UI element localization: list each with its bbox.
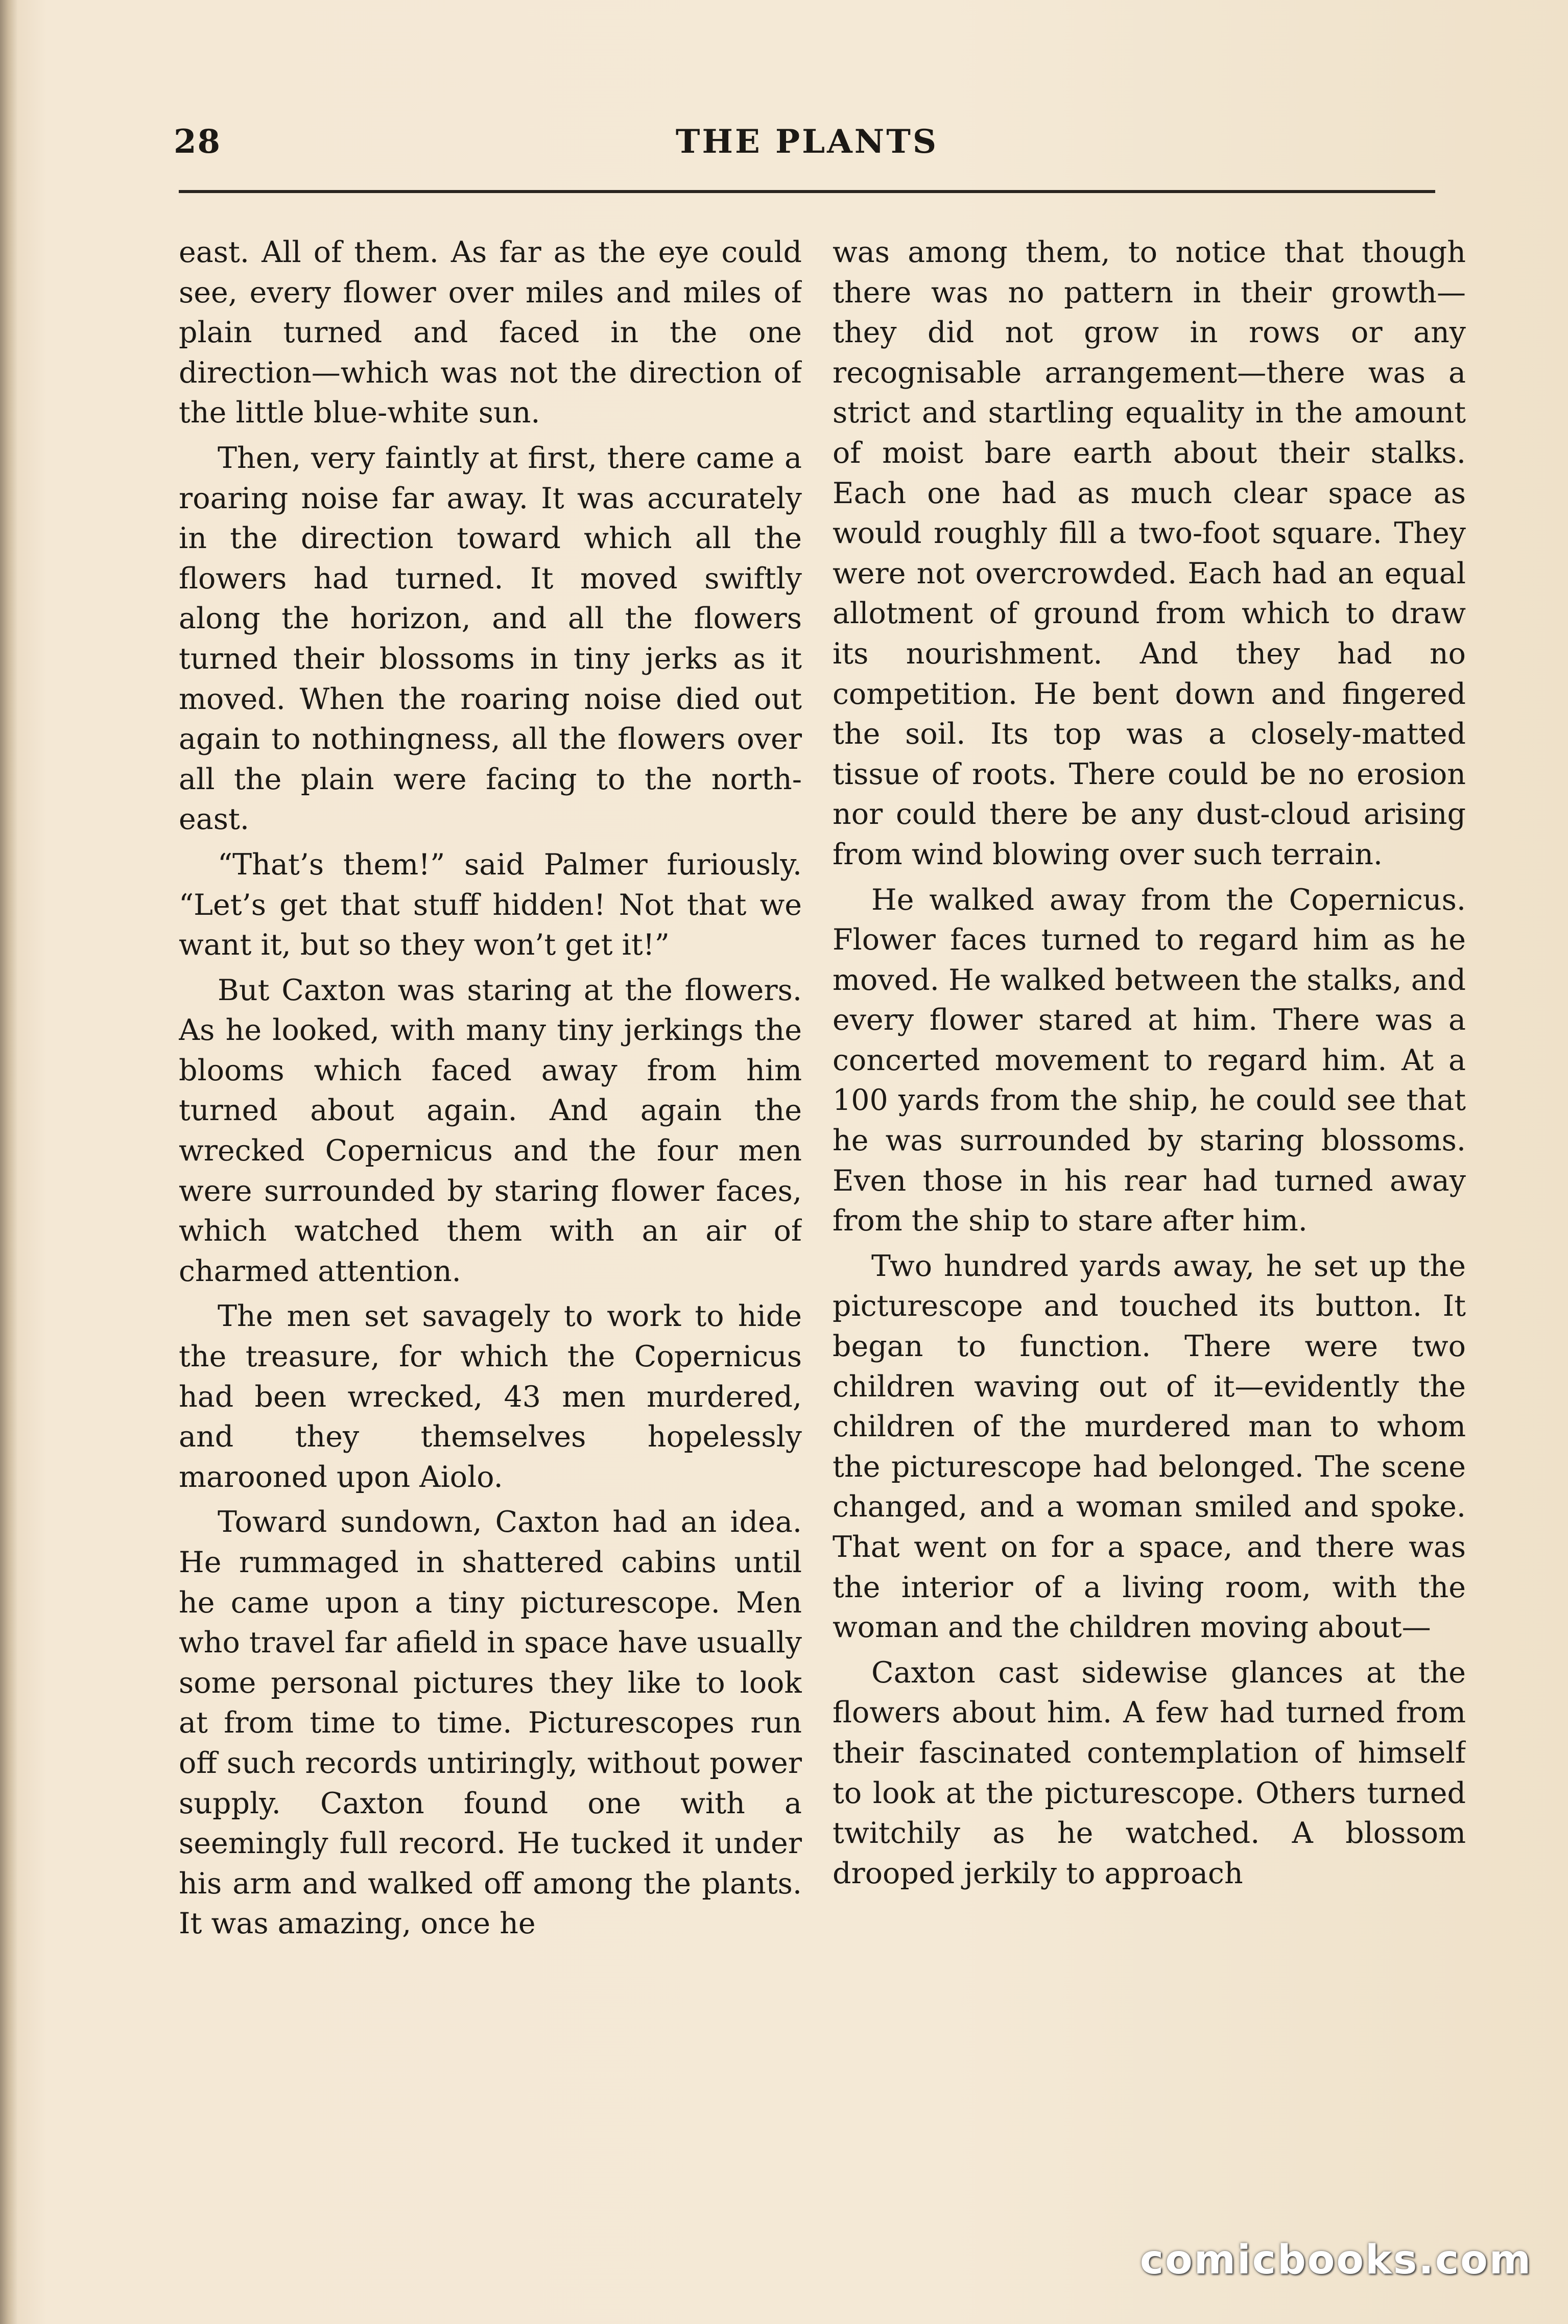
- page-number: 28: [174, 123, 222, 161]
- page-header: [174, 123, 1440, 169]
- paragraph: Two hundred yards away, he set up the picturescope and touched its button. It began to function. There were two children waving out of it—evidently the children of the murdered man to whom the picturescope had belonged. The scene changed, and a woman smiled and spoke. That went on for a space, and there was the interior of a living room, with the woman and the children moving about—: [833, 1249, 1466, 1645]
- paragraph: Toward sundown, Caxton had an idea. He rummaged in shattered cabins until he came upon a tiny picturescope. Men who travel far afield in space have usually some personal pictures they like to look at from time to time. Picturescopes run off such records untiringly, without power supply. Caxton found one with a seemingly full record. He tucked it under his arm and walked off among the plants. It was amazing, once he: [179, 1505, 802, 1941]
- running-title: THE PLANTS: [675, 123, 939, 161]
- right-text-column: [833, 232, 1466, 2173]
- paragraph: Then, very faintly at first, there came a roaring noise far away. It was accurately in the direction toward which all the flowers had turned. It moved swiftly along the horizon, and all the flowers turned their blossoms in tiny jerks as it moved. When the roaring noise died out again to nothingness, all the flowers over all the plain were facing to the north-east.: [179, 441, 802, 837]
- paragraph: Caxton cast sidewise glances at the flowers about him. A few had turned from their fascinated contemplation of himself to look at the picturescope. Others turned twitchily as he watched. A blossom drooped jerkily to approach: [833, 1655, 1466, 1890]
- site-watermark: comicbooks.com: [1139, 2237, 1532, 2283]
- page-binding-edge: [0, 0, 17, 2324]
- paragraph: “That’s them!” said Palmer furiously. “Let’s get that stuff hidden! Not that we want it, but so they won’t get it!”: [179, 847, 802, 962]
- header-rule: [179, 190, 1435, 193]
- left-text-column: [179, 232, 802, 2173]
- paragraph: east. All of them. As far as the eye could see, every flower over miles and miles of plain turned and faced in the one direction—which was not the direction of the little blue-white sun.: [179, 235, 802, 430]
- paragraph: was among them, to notice that though there was no pattern in their growth—they did not grow in rows or any recognisable arrangement—there was a strict and startling equality in the amount of moist bare earth about their stalks. Each one had as much clear space as would roughly fill a two-foot square. They were not overcrowded. Each had an equal allotment of ground from which to draw its nourishment. And they had no competition. He bent down and fingered the soil. Its top was a closely-matted tissue of roots. There could be no erosion nor could there be any dust-cloud arising from wind blowing over such terrain.: [833, 235, 1466, 871]
- paragraph: He walked away from the Copernicus. Flower faces turned to regard him as he moved. He walked between the stalks, and every flower stared at him. There was a concerted movement to regard him. At a 100 yards from the ship, he could see that he was surrounded by staring blossoms. Even those in his rear had turned away from the ship to stare after him.: [833, 883, 1466, 1238]
- paragraph: But Caxton was staring at the flowers. As he looked, with many tiny jerkings the blooms which faced away from him turned about again. And again the wrecked Copernicus and the four men were surrounded by staring flower faces, which watched them with an air of charmed attention.: [179, 973, 802, 1288]
- paragraph: The men set savagely to work to hide the treasure, for which the Copernicus had been wrecked, 43 men murdered, and they themselves hopelessly marooned upon Aiolo.: [179, 1299, 802, 1494]
